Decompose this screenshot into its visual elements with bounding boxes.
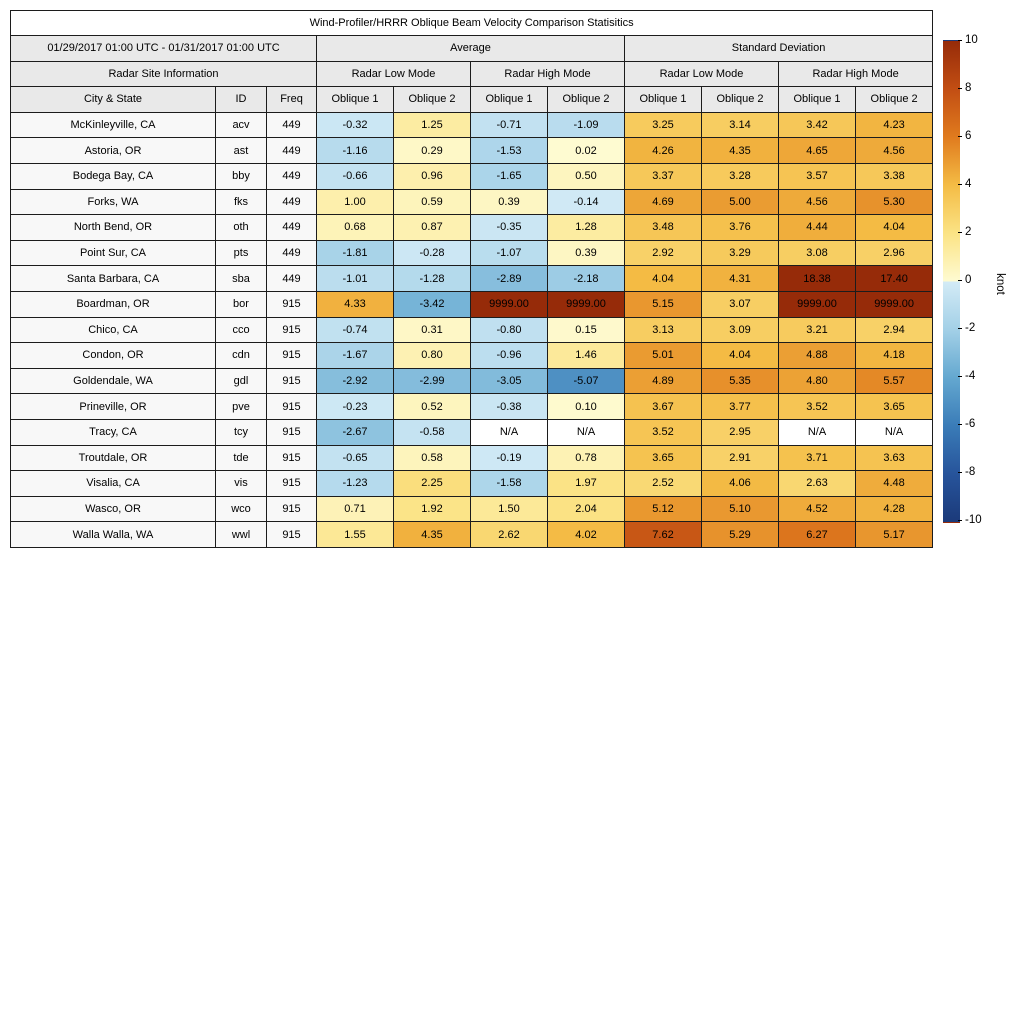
mode-header-row bbox=[11, 61, 933, 87]
table-row bbox=[11, 240, 933, 266]
column-header-city: City & State bbox=[11, 87, 216, 113]
id-cell: fks bbox=[216, 189, 267, 215]
value-cell: -0.38 bbox=[471, 394, 548, 420]
column-header-freq: Freq bbox=[267, 87, 317, 113]
freq-cell: 915 bbox=[267, 496, 317, 522]
value-cell: 4.33 bbox=[317, 291, 394, 317]
date-range: 01/29/2017 01:00 UTC - 01/31/2017 01:00 UTC bbox=[11, 36, 317, 62]
value-cell: 6.27 bbox=[779, 522, 856, 548]
value-cell: 2.52 bbox=[625, 471, 702, 497]
freq-cell: 915 bbox=[267, 291, 317, 317]
value-cell: 5.30 bbox=[856, 189, 933, 215]
colorbar-tick-label: 4 bbox=[965, 178, 972, 190]
column-header-oblique: Oblique 1 bbox=[625, 87, 702, 113]
city-cell: Santa Barbara, CA bbox=[11, 266, 216, 292]
value-cell: 9999.00 bbox=[548, 291, 625, 317]
value-cell: 4.48 bbox=[856, 471, 933, 497]
value-cell: -3.42 bbox=[394, 291, 471, 317]
table-row bbox=[11, 163, 933, 189]
value-cell: -1.81 bbox=[317, 240, 394, 266]
city-cell: Tracy, CA bbox=[11, 419, 216, 445]
city-cell: Boardman, OR bbox=[11, 291, 216, 317]
value-cell: -0.23 bbox=[317, 394, 394, 420]
value-cell: 1.28 bbox=[548, 215, 625, 241]
value-cell: 2.63 bbox=[779, 471, 856, 497]
colorbar-tick bbox=[958, 40, 962, 41]
value-cell: 4.52 bbox=[779, 496, 856, 522]
city-cell: Visalia, CA bbox=[11, 471, 216, 497]
value-cell: 0.39 bbox=[548, 240, 625, 266]
value-cell: -0.28 bbox=[394, 240, 471, 266]
table-row bbox=[11, 445, 933, 471]
table-row bbox=[11, 368, 933, 394]
value-cell: 2.25 bbox=[394, 471, 471, 497]
title-row bbox=[11, 11, 933, 36]
table-row bbox=[11, 343, 933, 369]
value-cell: 4.35 bbox=[702, 138, 779, 164]
value-cell: 17.40 bbox=[856, 266, 933, 292]
column-header-oblique: Oblique 2 bbox=[394, 87, 471, 113]
city-cell: Condon, OR bbox=[11, 343, 216, 369]
value-cell: 3.65 bbox=[625, 445, 702, 471]
value-cell: 4.89 bbox=[625, 368, 702, 394]
id-cell: wwl bbox=[216, 522, 267, 548]
value-cell: 5.12 bbox=[625, 496, 702, 522]
id-cell: cdn bbox=[216, 343, 267, 369]
freq-cell: 449 bbox=[267, 266, 317, 292]
value-cell: -2.92 bbox=[317, 368, 394, 394]
colorbar-tick bbox=[958, 88, 962, 89]
value-cell: 7.62 bbox=[625, 522, 702, 548]
value-cell: 3.07 bbox=[702, 291, 779, 317]
mode-header: Radar Low Mode bbox=[317, 61, 471, 87]
value-cell: -0.58 bbox=[394, 419, 471, 445]
id-cell: pve bbox=[216, 394, 267, 420]
id-cell: pts bbox=[216, 240, 267, 266]
value-cell: 5.01 bbox=[625, 343, 702, 369]
value-cell: -1.16 bbox=[317, 138, 394, 164]
colorbar-tick-label: -8 bbox=[965, 466, 976, 478]
value-cell: 3.57 bbox=[779, 163, 856, 189]
city-cell: Chico, CA bbox=[11, 317, 216, 343]
value-cell: 3.14 bbox=[702, 112, 779, 138]
value-cell: 0.59 bbox=[394, 189, 471, 215]
value-cell: 4.35 bbox=[394, 522, 471, 548]
colorbar-tick-label: 2 bbox=[965, 226, 972, 238]
value-cell: 4.04 bbox=[856, 215, 933, 241]
value-cell: N/A bbox=[856, 419, 933, 445]
id-cell: wco bbox=[216, 496, 267, 522]
city-cell: Prineville, OR bbox=[11, 394, 216, 420]
value-cell: 1.50 bbox=[471, 496, 548, 522]
value-cell: 5.35 bbox=[702, 368, 779, 394]
value-cell: 4.56 bbox=[856, 138, 933, 164]
value-cell: -0.35 bbox=[471, 215, 548, 241]
value-cell: 5.57 bbox=[856, 368, 933, 394]
value-cell: -0.65 bbox=[317, 445, 394, 471]
colorbar-tick bbox=[958, 280, 962, 281]
colorbar-tick-label: -6 bbox=[965, 418, 976, 430]
value-cell: -1.07 bbox=[471, 240, 548, 266]
value-cell: 4.26 bbox=[625, 138, 702, 164]
colorbar-tick bbox=[958, 424, 962, 425]
freq-cell: 449 bbox=[267, 240, 317, 266]
freq-cell: 449 bbox=[267, 112, 317, 138]
table-row bbox=[11, 189, 933, 215]
value-cell: 9999.00 bbox=[856, 291, 933, 317]
column-header-oblique: Oblique 1 bbox=[317, 87, 394, 113]
value-cell: 2.91 bbox=[702, 445, 779, 471]
value-cell: 0.78 bbox=[548, 445, 625, 471]
group-average-header: Average bbox=[317, 36, 625, 62]
value-cell: -0.14 bbox=[548, 189, 625, 215]
value-cell: 2.62 bbox=[471, 522, 548, 548]
freq-cell: 449 bbox=[267, 215, 317, 241]
mode-header: Radar Low Mode bbox=[625, 61, 779, 87]
id-cell: gdl bbox=[216, 368, 267, 394]
value-cell: -2.89 bbox=[471, 266, 548, 292]
value-cell: -1.09 bbox=[548, 112, 625, 138]
colorbar-tick-label: 10 bbox=[965, 34, 978, 46]
value-cell: 4.06 bbox=[702, 471, 779, 497]
table-row bbox=[11, 215, 933, 241]
table-row bbox=[11, 291, 933, 317]
value-cell: 1.00 bbox=[317, 189, 394, 215]
city-cell: Goldendale, WA bbox=[11, 368, 216, 394]
value-cell: -2.67 bbox=[317, 419, 394, 445]
mode-header: Radar High Mode bbox=[779, 61, 933, 87]
id-cell: cco bbox=[216, 317, 267, 343]
value-cell: 1.92 bbox=[394, 496, 471, 522]
value-cell: 2.96 bbox=[856, 240, 933, 266]
value-cell: 3.52 bbox=[625, 419, 702, 445]
id-cell: tcy bbox=[216, 419, 267, 445]
value-cell: 1.97 bbox=[548, 471, 625, 497]
value-cell: -2.18 bbox=[548, 266, 625, 292]
value-cell: 2.92 bbox=[625, 240, 702, 266]
group-stddev-header: Standard Deviation bbox=[625, 36, 933, 62]
value-cell: -1.65 bbox=[471, 163, 548, 189]
column-header-oblique: Oblique 2 bbox=[548, 87, 625, 113]
value-cell: 2.94 bbox=[856, 317, 933, 343]
id-cell: tde bbox=[216, 445, 267, 471]
value-cell: 3.09 bbox=[702, 317, 779, 343]
value-cell: 3.21 bbox=[779, 317, 856, 343]
value-cell: 4.44 bbox=[779, 215, 856, 241]
colorbar-tick-label: -4 bbox=[965, 370, 976, 382]
colorbar-tick bbox=[958, 136, 962, 137]
value-cell: 0.50 bbox=[548, 163, 625, 189]
city-cell: Wasco, OR bbox=[11, 496, 216, 522]
value-cell: -0.32 bbox=[317, 112, 394, 138]
value-cell: 0.71 bbox=[317, 496, 394, 522]
colorbar-tick bbox=[958, 520, 962, 521]
colorbar-tick bbox=[958, 472, 962, 473]
colorbar-tick bbox=[958, 184, 962, 185]
value-cell: -0.96 bbox=[471, 343, 548, 369]
value-cell: -1.53 bbox=[471, 138, 548, 164]
id-cell: sba bbox=[216, 266, 267, 292]
value-cell: -1.23 bbox=[317, 471, 394, 497]
value-cell: 3.42 bbox=[779, 112, 856, 138]
city-cell: Bodega Bay, CA bbox=[11, 163, 216, 189]
value-cell: -1.58 bbox=[471, 471, 548, 497]
value-cell: 18.38 bbox=[779, 266, 856, 292]
value-cell: 2.95 bbox=[702, 419, 779, 445]
table-row bbox=[11, 112, 933, 138]
city-cell: North Bend, OR bbox=[11, 215, 216, 241]
freq-cell: 915 bbox=[267, 445, 317, 471]
value-cell: 2.04 bbox=[548, 496, 625, 522]
value-cell: 5.15 bbox=[625, 291, 702, 317]
id-cell: oth bbox=[216, 215, 267, 241]
value-cell: -1.67 bbox=[317, 343, 394, 369]
value-cell: 3.38 bbox=[856, 163, 933, 189]
value-cell: N/A bbox=[471, 419, 548, 445]
value-cell: 4.02 bbox=[548, 522, 625, 548]
value-cell: 3.08 bbox=[779, 240, 856, 266]
colorbar-tick-label: 6 bbox=[965, 130, 972, 142]
table-row bbox=[11, 266, 933, 292]
stats-table bbox=[10, 10, 933, 548]
table-row bbox=[11, 496, 933, 522]
column-header-row bbox=[11, 87, 933, 113]
value-cell: 3.77 bbox=[702, 394, 779, 420]
id-cell: bor bbox=[216, 291, 267, 317]
value-cell: 3.13 bbox=[625, 317, 702, 343]
value-cell: 3.52 bbox=[779, 394, 856, 420]
colorbar-tick-label: -2 bbox=[965, 322, 976, 334]
table-row bbox=[11, 394, 933, 420]
table-row bbox=[11, 471, 933, 497]
value-cell: 5.29 bbox=[702, 522, 779, 548]
value-cell: 3.37 bbox=[625, 163, 702, 189]
value-cell: 0.15 bbox=[548, 317, 625, 343]
value-cell: 9999.00 bbox=[779, 291, 856, 317]
freq-cell: 915 bbox=[267, 471, 317, 497]
value-cell: 4.23 bbox=[856, 112, 933, 138]
value-cell: 0.96 bbox=[394, 163, 471, 189]
freq-cell: 915 bbox=[267, 317, 317, 343]
city-cell: Walla Walla, WA bbox=[11, 522, 216, 548]
mode-header: Radar High Mode bbox=[471, 61, 625, 87]
value-cell: 0.87 bbox=[394, 215, 471, 241]
colorbar-tick bbox=[958, 232, 962, 233]
value-cell: 1.25 bbox=[394, 112, 471, 138]
value-cell: 3.65 bbox=[856, 394, 933, 420]
city-cell: McKinleyville, CA bbox=[11, 112, 216, 138]
value-cell: 0.10 bbox=[548, 394, 625, 420]
id-cell: acv bbox=[216, 112, 267, 138]
column-header-id: ID bbox=[216, 87, 267, 113]
city-cell: Point Sur, CA bbox=[11, 240, 216, 266]
value-cell: N/A bbox=[548, 419, 625, 445]
value-cell: -1.01 bbox=[317, 266, 394, 292]
value-cell: 4.88 bbox=[779, 343, 856, 369]
value-cell: 4.65 bbox=[779, 138, 856, 164]
freq-cell: 449 bbox=[267, 138, 317, 164]
id-cell: vis bbox=[216, 471, 267, 497]
colorbar-tick bbox=[958, 376, 962, 377]
colorbar-tick bbox=[958, 328, 962, 329]
value-cell: -0.74 bbox=[317, 317, 394, 343]
value-cell: -5.07 bbox=[548, 368, 625, 394]
value-cell: 1.55 bbox=[317, 522, 394, 548]
value-cell: 3.67 bbox=[625, 394, 702, 420]
value-cell: 9999.00 bbox=[471, 291, 548, 317]
value-cell: 4.80 bbox=[779, 368, 856, 394]
freq-cell: 449 bbox=[267, 189, 317, 215]
value-cell: 4.31 bbox=[702, 266, 779, 292]
column-header-oblique: Oblique 2 bbox=[702, 87, 779, 113]
table-row bbox=[11, 317, 933, 343]
value-cell: -0.80 bbox=[471, 317, 548, 343]
freq-cell: 915 bbox=[267, 394, 317, 420]
freq-cell: 915 bbox=[267, 419, 317, 445]
colorbar-gradient bbox=[943, 40, 960, 523]
table-row bbox=[11, 522, 933, 548]
value-cell: 3.28 bbox=[702, 163, 779, 189]
value-cell: 4.56 bbox=[779, 189, 856, 215]
colorbar-tick-label: 0 bbox=[965, 274, 972, 286]
value-cell: 3.63 bbox=[856, 445, 933, 471]
value-cell: 3.71 bbox=[779, 445, 856, 471]
table-row bbox=[11, 419, 933, 445]
value-cell: 4.04 bbox=[625, 266, 702, 292]
value-cell: 0.52 bbox=[394, 394, 471, 420]
value-cell: -0.19 bbox=[471, 445, 548, 471]
freq-cell: 915 bbox=[267, 368, 317, 394]
city-cell: Troutdale, OR bbox=[11, 445, 216, 471]
value-cell: 0.80 bbox=[394, 343, 471, 369]
value-cell: 3.76 bbox=[702, 215, 779, 241]
value-cell: 0.02 bbox=[548, 138, 625, 164]
city-cell: Astoria, OR bbox=[11, 138, 216, 164]
colorbar-tick-label: -10 bbox=[965, 514, 982, 526]
site-info-header: Radar Site Information bbox=[11, 61, 317, 87]
value-cell: 4.28 bbox=[856, 496, 933, 522]
value-cell: N/A bbox=[779, 419, 856, 445]
id-cell: bby bbox=[216, 163, 267, 189]
value-cell: 4.18 bbox=[856, 343, 933, 369]
value-cell: 4.04 bbox=[702, 343, 779, 369]
colorbar-unit-label: knot bbox=[994, 273, 1006, 295]
id-cell: ast bbox=[216, 138, 267, 164]
city-cell: Forks, WA bbox=[11, 189, 216, 215]
column-header-oblique: Oblique 1 bbox=[779, 87, 856, 113]
value-cell: 5.17 bbox=[856, 522, 933, 548]
freq-cell: 449 bbox=[267, 163, 317, 189]
value-cell: 4.69 bbox=[625, 189, 702, 215]
value-cell: -2.99 bbox=[394, 368, 471, 394]
value-cell: 0.29 bbox=[394, 138, 471, 164]
value-cell: -0.66 bbox=[317, 163, 394, 189]
value-cell: 3.29 bbox=[702, 240, 779, 266]
value-cell: -3.05 bbox=[471, 368, 548, 394]
value-cell: 0.68 bbox=[317, 215, 394, 241]
value-cell: 1.46 bbox=[548, 343, 625, 369]
value-cell: 3.48 bbox=[625, 215, 702, 241]
value-cell: 3.25 bbox=[625, 112, 702, 138]
value-cell: 0.58 bbox=[394, 445, 471, 471]
column-header-oblique: Oblique 2 bbox=[856, 87, 933, 113]
value-cell: 5.10 bbox=[702, 496, 779, 522]
table-row bbox=[11, 138, 933, 164]
value-cell: -1.28 bbox=[394, 266, 471, 292]
freq-cell: 915 bbox=[267, 522, 317, 548]
table-title: Wind-Profiler/HRRR Oblique Beam Velocity Comparison Statisitics bbox=[11, 11, 933, 36]
value-cell: 0.39 bbox=[471, 189, 548, 215]
group-header-row bbox=[11, 36, 933, 62]
column-header-oblique: Oblique 1 bbox=[471, 87, 548, 113]
freq-cell: 915 bbox=[267, 343, 317, 369]
colorbar bbox=[943, 34, 1024, 526]
colorbar-tick-label: 8 bbox=[965, 82, 972, 94]
value-cell: 5.00 bbox=[702, 189, 779, 215]
value-cell: 0.31 bbox=[394, 317, 471, 343]
value-cell: -0.71 bbox=[471, 112, 548, 138]
